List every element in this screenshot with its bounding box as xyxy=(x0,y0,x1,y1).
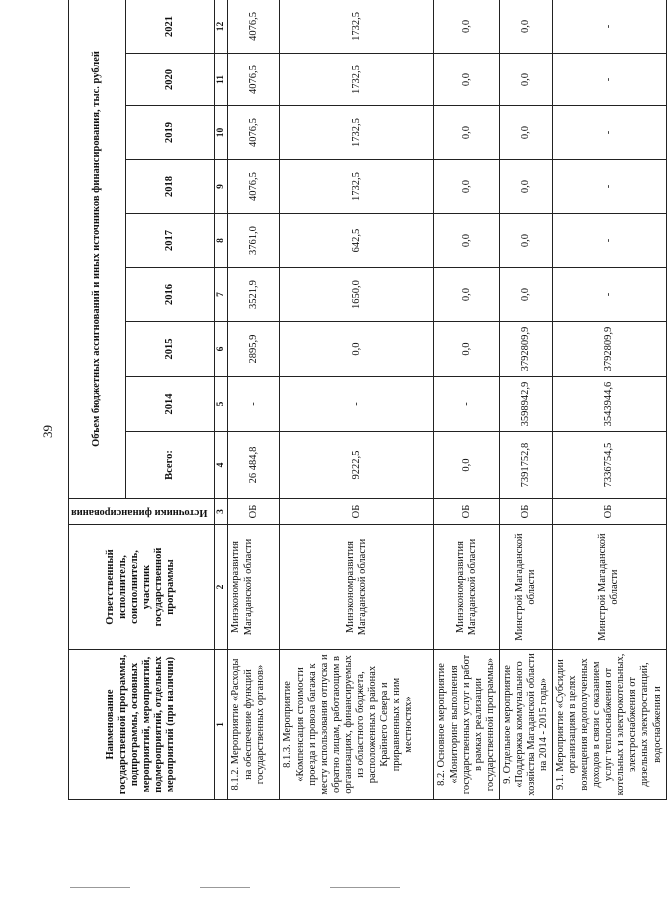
table-row xyxy=(228,0,280,800)
row-value: 1732,5 xyxy=(280,106,434,160)
table-row xyxy=(280,0,434,800)
row-value: 0,0 xyxy=(434,214,499,268)
header-volume: Объем бюджетных ассигнований и иных источников финансирования, тыс. рублей xyxy=(69,0,126,499)
row-responsible: Минстрой Магаданской области xyxy=(499,525,552,650)
row-value: 0,0 xyxy=(499,214,552,268)
row-value: 1650,0 xyxy=(280,268,434,322)
header-sources xyxy=(69,499,215,525)
table-row xyxy=(553,0,667,800)
row-source: ОБ xyxy=(499,499,552,525)
header-year: 2018 xyxy=(126,160,214,214)
row-value: - xyxy=(553,268,667,322)
row-value: 1732,5 xyxy=(280,160,434,214)
column-number-row xyxy=(214,0,228,800)
row-value: 26 484,8 xyxy=(228,432,280,499)
row-value: 0,0 xyxy=(434,432,499,499)
row-value: 0,0 xyxy=(434,0,499,54)
header-sources-label: Источники финансирования xyxy=(71,506,208,518)
col-number: 4 xyxy=(214,432,228,499)
row-responsible: Минэкономразвития Магаданской области xyxy=(434,525,499,650)
row-value: 7391752,8 xyxy=(499,432,552,499)
header-name: Наименование государственной программы, подпрограммы, основных мероприятий, мероприятий, подмероприятий, отдельных мероприятий (при наличии) xyxy=(69,650,215,800)
row-value: 3761,0 xyxy=(228,214,280,268)
table-row xyxy=(499,0,552,800)
header-year: 2019 xyxy=(126,106,214,160)
col-number: 8 xyxy=(214,214,228,268)
page-number: 39 xyxy=(40,425,55,438)
row-responsible: Минэкономразвития Магаданской области xyxy=(280,525,434,650)
header-responsible: Ответственный исполнитель, соисполнитель, участник государственной программы xyxy=(69,525,215,650)
row-value: 642,5 xyxy=(280,214,434,268)
row-value: - xyxy=(553,0,667,54)
footer-rule xyxy=(70,887,570,888)
row-name: 8.2. Основное мероприятие «Мониторинг выполнения государственных услуг и работ в рамках реализации государственной программы» xyxy=(434,650,499,800)
row-value: - xyxy=(553,214,667,268)
row-value: - xyxy=(553,54,667,106)
header-total: Всего: xyxy=(126,432,214,499)
header-row-1 xyxy=(69,0,126,800)
header-year: 2014 xyxy=(126,377,214,432)
header-year: 2017 xyxy=(126,214,214,268)
col-number: 5 xyxy=(214,377,228,432)
row-value: 4076,5 xyxy=(228,106,280,160)
row-value: 0,0 xyxy=(434,160,499,214)
row-value: 2895,9 xyxy=(228,322,280,377)
row-value: 4076,5 xyxy=(228,54,280,106)
col-number: 6 xyxy=(214,322,228,377)
row-value: 0,0 xyxy=(280,322,434,377)
row-value: 0,0 xyxy=(434,322,499,377)
header-year: 2021 xyxy=(126,0,214,54)
col-number: 12 xyxy=(214,0,228,54)
header-year: 2020 xyxy=(126,54,214,106)
row-value: 0,0 xyxy=(434,268,499,322)
row-responsible: Минстрой Магаданской области xyxy=(553,525,667,650)
col-number: 7 xyxy=(214,268,228,322)
financing-table xyxy=(68,0,667,800)
col-number: 11 xyxy=(214,54,228,106)
table-row xyxy=(434,0,499,800)
row-value: - xyxy=(553,160,667,214)
row-name: 8.1.3. Мероприятие «Компенсация стоимости проезда и провоза багажа к месту использования отпуска и обратно лицам, работающим в организациях, финансируемых из областного бюджета, расположенных в районах Крайнего Севера и приравненных к ним местностях» xyxy=(280,650,434,800)
row-value: - xyxy=(280,377,434,432)
row-value: 0,0 xyxy=(499,268,552,322)
rotated-table-wrapper xyxy=(68,0,663,800)
row-value: 7336754,5 xyxy=(553,432,667,499)
row-value: - xyxy=(434,377,499,432)
row-value: 3792809,9 xyxy=(553,322,667,377)
row-name: 9. Отдельное мероприятие «Поддержка коммунального хозяйства Магаданской области на 2014 - 2015 годы» xyxy=(499,650,552,800)
row-source: ОБ xyxy=(434,499,499,525)
header-year: 2016 xyxy=(126,268,214,322)
col-number: 1 xyxy=(214,650,228,800)
row-value: - xyxy=(553,106,667,160)
row-value: 0,0 xyxy=(434,54,499,106)
row-value: 0,0 xyxy=(499,54,552,106)
row-value: 1732,5 xyxy=(280,0,434,54)
row-source: ОБ xyxy=(228,499,280,525)
row-responsible: Минэкономразвития Магаданской области xyxy=(228,525,280,650)
row-value: 0,0 xyxy=(434,106,499,160)
row-value: 1732,5 xyxy=(280,54,434,106)
row-value: 3792809,9 xyxy=(499,322,552,377)
row-value: 9222,5 xyxy=(280,432,434,499)
row-value: 0,0 xyxy=(499,160,552,214)
row-source: ОБ xyxy=(280,499,434,525)
row-value: 3543944,6 xyxy=(553,377,667,432)
col-number: 2 xyxy=(214,525,228,650)
row-value: - xyxy=(228,377,280,432)
col-number: 10 xyxy=(214,106,228,160)
col-number: 3 xyxy=(214,499,228,525)
header-year: 2015 xyxy=(126,322,214,377)
row-value: 0,0 xyxy=(499,106,552,160)
row-value: 4076,5 xyxy=(228,0,280,54)
row-name: 8.1.2. Мероприятие «Расходы на обеспечение функций государственных органов» xyxy=(228,650,280,800)
row-value: 3521,9 xyxy=(228,268,280,322)
row-name: 9.1. Мероприятие «Субсидии организациям в целях возмещения недополученных доходов в связи с оказанием услуг теплоснабжения от котельных и электрокотельных, электроснабжения от дизельных электростанций, водоснабжения и xyxy=(553,650,667,800)
row-value: 0,0 xyxy=(499,0,552,54)
row-value: 4076,5 xyxy=(228,160,280,214)
col-number: 9 xyxy=(214,160,228,214)
row-value: 3598942,9 xyxy=(499,377,552,432)
row-source: ОБ xyxy=(553,499,667,525)
